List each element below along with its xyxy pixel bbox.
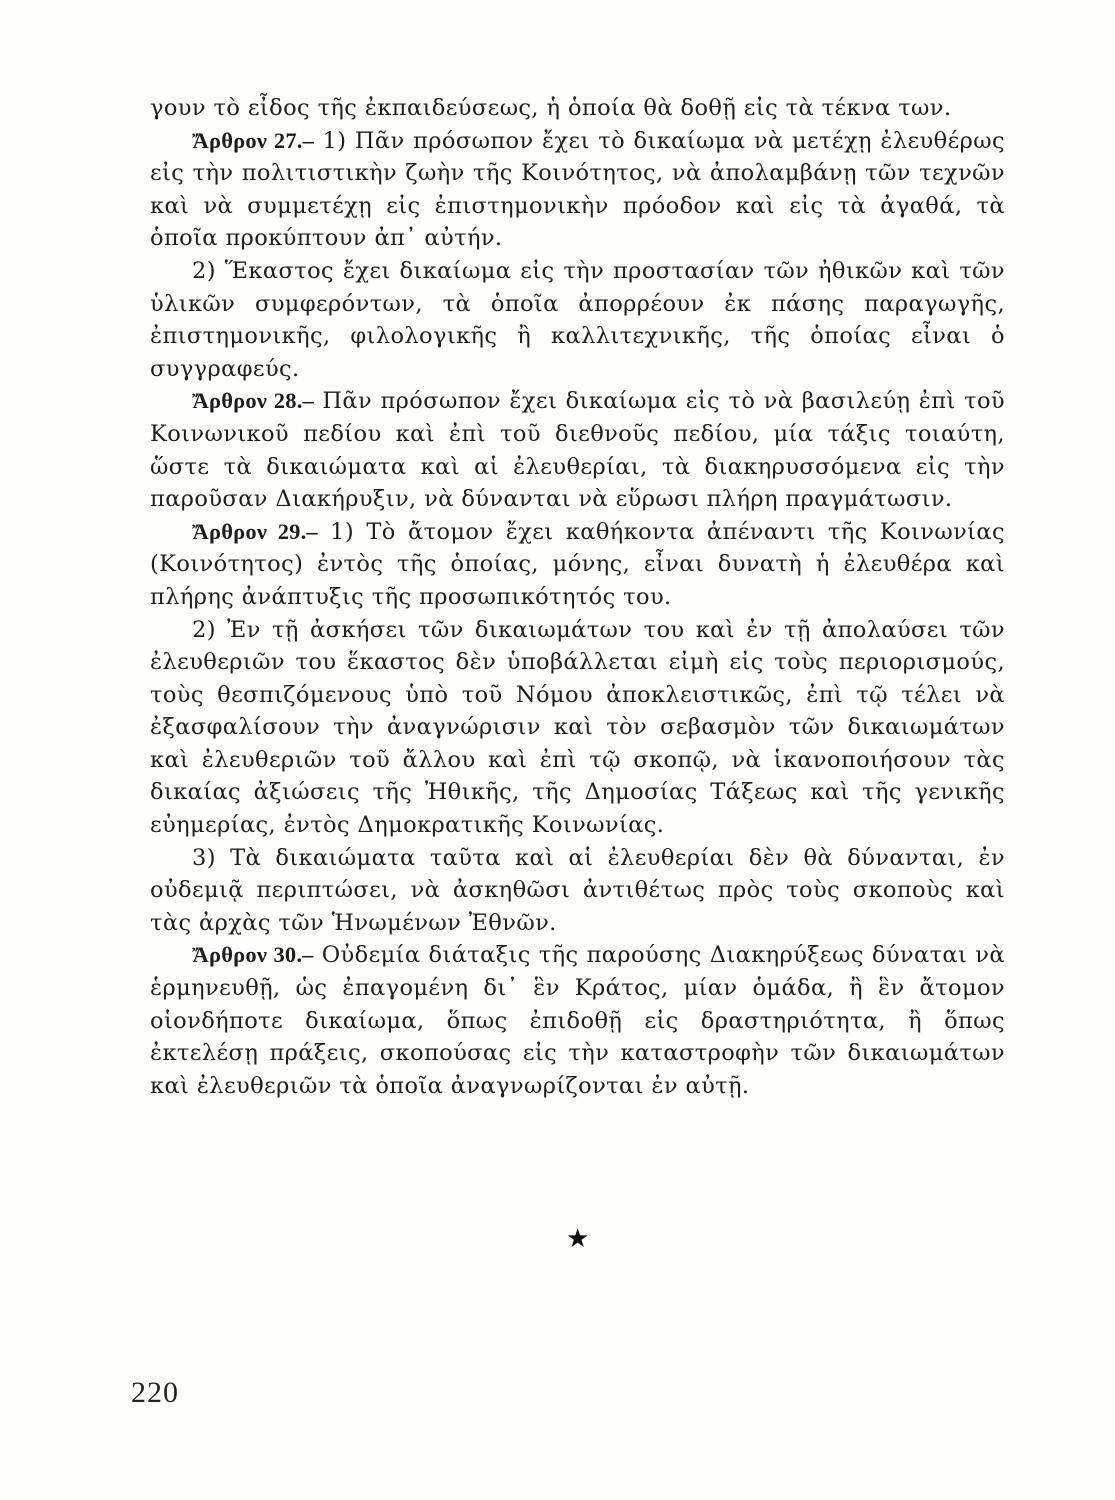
article-27-heading: Ἄρθρον 27.– [192,127,315,153]
article-28-paragraph [150,385,1005,515]
article-30-text: Οὐδεμία διάταξις τῆς παρούσης Διακηρύξεως δύναται νὰ ἑρμηνευθῇ, ὡς ἐπαγομένη δι᾿ ἓν Κράτος, μίαν ὁμάδα, ἢ ἓν ἄτομον οἱονδήποτε δικαίωμα, ὅπως ἐπιδοθῇ εἰς δραστηριότητα, ἢ ὅπως ἐκτελέσῃ πράξεις, σκοπούσας εἰς τὴν καταστροφὴν τῶν δικαιωμάτων καὶ ἐλευθεριῶν τὰ ὁποῖα ἀναγνωρίζονται ἐν αὐτῇ. [150,942,1005,1099]
article-29-heading: Ἄρθρον 29.– [192,518,318,544]
article-29-paragraph-3: 3) Τὰ δικαιώματα ταῦτα καὶ αἱ ἐλευθερίαι δὲν θὰ δύνανται, ἐν οὐδεμιᾷ περιπτώσει, νὰ ἀσκηθῶσι ἀντιθέτως πρὸς τοὺς σκοποὺς καὶ τὰς ἀρχὰς τῶν Ἡνωμένων Ἐθνῶν. [150,844,1005,936]
star-icon: ★ [566,1224,590,1254]
body-text [150,92,1005,1102]
article-27-paragraph-1 [150,125,1005,255]
article-28-heading: Ἄρθρον 28.– [192,388,314,414]
article-29-paragraph-1 [150,516,1005,614]
article-29-text-1: 1) Τὸ ἄτομον ἔχει καθήκοντα ἀπέναντι τῆς Κοινωνίας (Κοινότητος) ἐντὸς τῆς ὁποίας, μόνης, εἶναι δυνατὴ ἡ ἐλευθέρα καὶ πλήρης ἀνάπτυξις τῆς προσωπικότητός του. [150,518,1005,610]
article-29-paragraph-2: 2) Ἐν τῇ ἀσκήσει τῶν δικαιωμάτων του καὶ ἐν τῇ ἀπολαύσει τῶν ἐλευθεριῶν του ἕκαστος δὲν ὑποβάλλεται εἰμὴ εἰς τοὺς περιορισμούς, τοὺς θεσπιζόμενους ὑπὸ τοῦ Νόμου ἀποκλειστικῶς, ἐπὶ τῷ τέλει νὰ ἐξασφαλίσουν τὴν ἀναγνώρισιν καὶ τὸν σεβασμὸν τῶν δικαιωμάτων καὶ ἐλευθεριῶν τοῦ ἄλλου καὶ ἐπὶ τῷ σκοπῷ, νὰ ἱκανοποιήσουν τὰς δικαίας ἀξιώσεις τῆς Ἠθικῆς, τῆς Δημοσίας Τάξεως καὶ τῆς γενικῆς εὐημερίας, ἐντὸς Δημοκρατικῆς Κοινωνίας. [150,616,1005,839]
article-30-paragraph [150,939,1005,1102]
article-28-text: Πᾶν πρόσωπον ἔχει δικαίωμα εἰς τὸ νὰ βασιλεύῃ ἐπὶ τοῦ Κοινωνικοῦ πεδίου καὶ ἐπὶ τοῦ διεθνοῦς πεδίου, μία τάξις τοιαύτη, ὥστε τὰ δικαιώματα καὶ αἱ ἐλευθερίαι, τὰ διακηρυσσόμενα εἰς τὴν παροῦσαν Διακήρυξιν, νὰ δύνανται νὰ εὕρωσι πλήρη πραγμάτωσιν. [150,388,1005,513]
article-27-paragraph-2: 2) Ἕκαστος ἔχει δικαίωμα εἰς τὴν προστασίαν τῶν ἠθικῶν καὶ τῶν ὑλικῶν συμφερόντων, τὰ ὁποῖα ἀπορρέουν ἐκ πάσης παραγωγῆς, ἐπιστημονικῆς, φιλολογικῆς ἢ καλλιτεχνικῆς, τῆς ὁποίας εἶναι ὁ συγγραφεύς. [150,257,1005,382]
article-30-heading: Ἄρθρον 30.– [192,942,314,968]
page-number: 220 [131,1376,179,1409]
article-27-text-1: 1) Πᾶν πρόσωπον ἔχει τὸ δικαίωμα νὰ μετέχῃ ἐλευθέρως εἰς τὴν πολιτιστικὴν ζωὴν τῆς Κοινότητος, νὰ ἀπολαμβάνῃ τῶν τεχνῶν καὶ νὰ συμμετέχῃ εἰς ἐπιστημονικὴν πρόοδον καὶ εἰς τὰ ἀγαθά, τὰ ὁποῖα προκύπτουν ἀπ᾿ αὐτήν. [150,127,1005,252]
continued-paragraph: γουν τὸ εἶδος τῆς ἐκπαιδεύσεως, ἡ ὁποία θὰ δοθῇ εἰς τὰ τέκνα των. [150,95,952,121]
